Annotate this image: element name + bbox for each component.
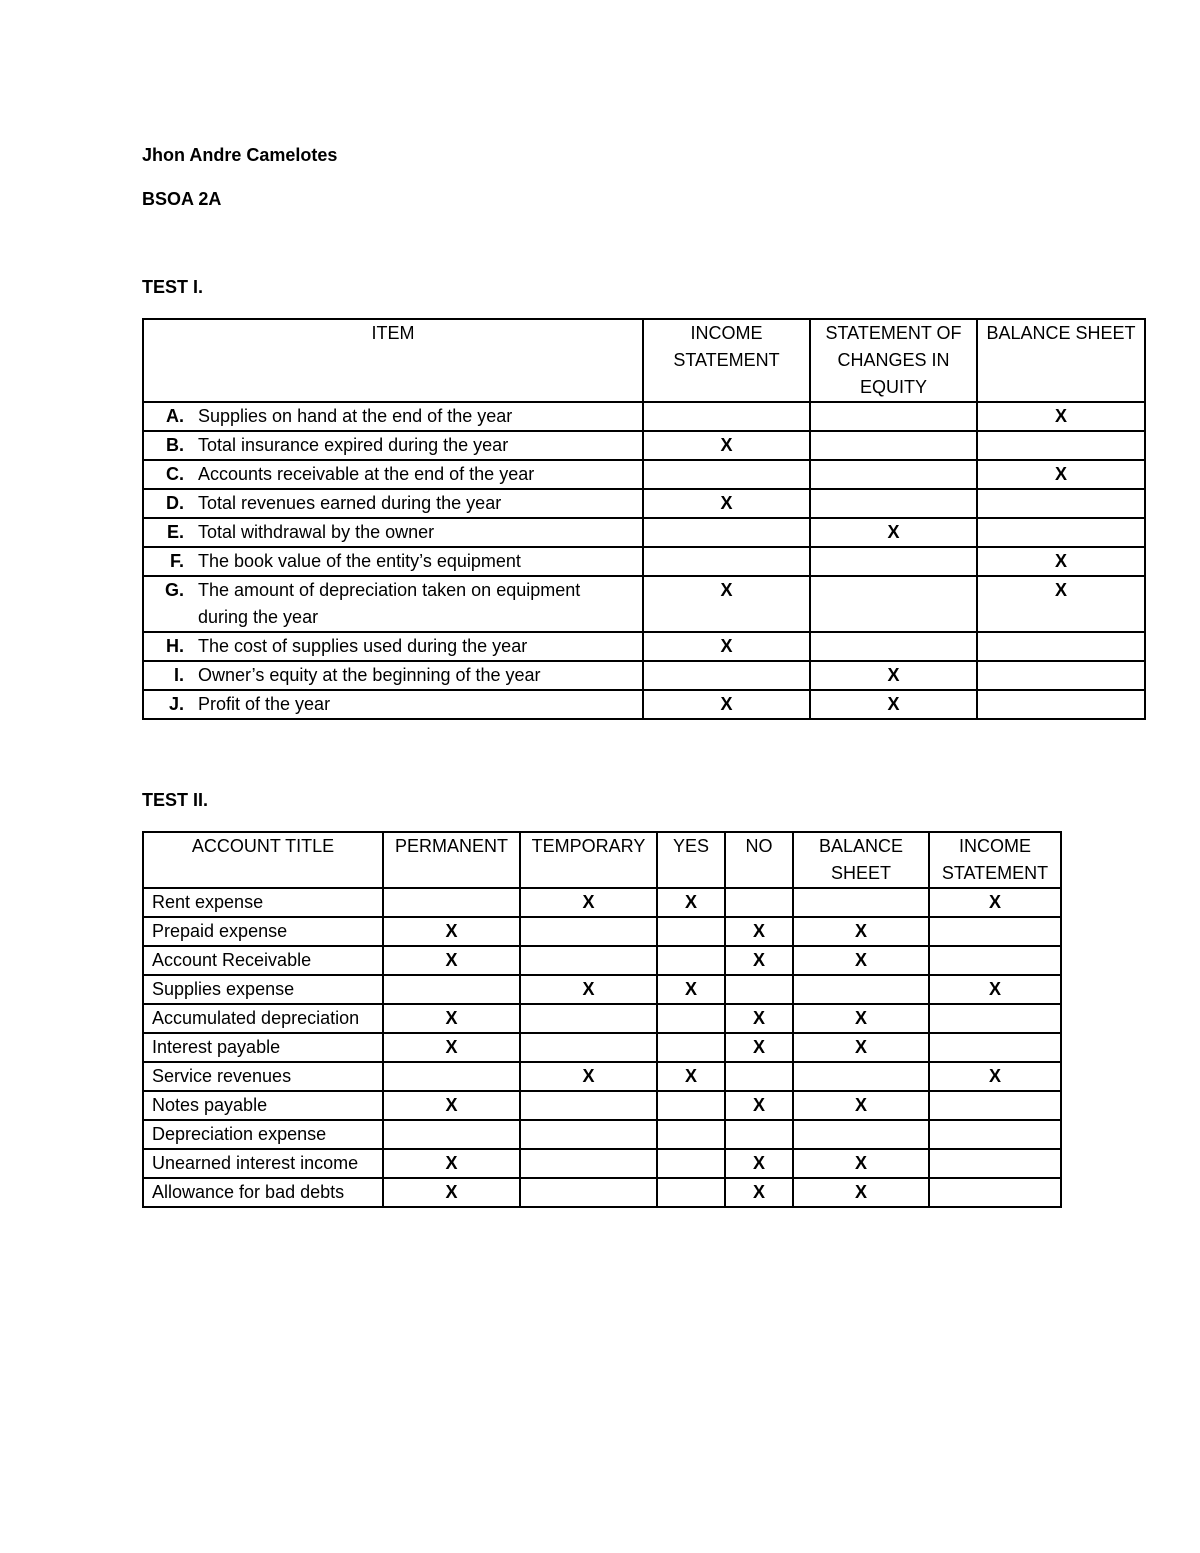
- student-section: BSOA 2A: [142, 189, 222, 209]
- test2-yes-mark: [657, 1178, 725, 1207]
- item-text: Profit of the year: [198, 694, 331, 714]
- test2-balance-mark: [793, 888, 929, 917]
- test2-yes-mark: [657, 1033, 725, 1062]
- item-letter: H.: [166, 636, 184, 656]
- account-title: Unearned interest income: [143, 1149, 383, 1178]
- test1-changes-in-equity-mark: [810, 547, 977, 576]
- test2-permanent-mark: [383, 888, 520, 917]
- test2-income-mark: X: [929, 1062, 1061, 1091]
- test1-balance-sheet-mark: [977, 632, 1145, 661]
- test2-row: [143, 917, 1061, 946]
- test2-row: [143, 975, 1061, 1004]
- test2-heading: TEST II.: [142, 790, 209, 810]
- account-title: Supplies expense: [143, 975, 383, 1004]
- test1-income-statement-mark: X: [643, 690, 810, 719]
- test1-col-changes-in-equity: STATEMENT OF CHANGES IN EQUITY: [810, 319, 977, 402]
- test1-row: [143, 661, 1145, 690]
- test2-permanent-mark: X: [383, 1033, 520, 1062]
- test2-col-yes: YES: [657, 832, 725, 888]
- test2-row: [143, 1120, 1061, 1149]
- test2-row: [143, 888, 1061, 917]
- test2-no-mark: [725, 975, 793, 1004]
- test2-col-permanent: PERMANENT: [383, 832, 520, 888]
- item-letter: A.: [166, 406, 184, 426]
- test1-changes-in-equity-mark: X: [810, 690, 977, 719]
- test1-item-cell: [143, 547, 643, 576]
- test2-income-mark: [929, 917, 1061, 946]
- test2-income-mark: [929, 1178, 1061, 1207]
- test2-permanent-mark: X: [383, 1091, 520, 1120]
- test2-yes-mark: [657, 1149, 725, 1178]
- test1-row: [143, 576, 1145, 632]
- test2-no-mark: [725, 888, 793, 917]
- test1-item-cell: [143, 632, 643, 661]
- test1-item-cell: [143, 402, 643, 431]
- test1-row: [143, 547, 1145, 576]
- item-letter: F.: [169, 551, 184, 571]
- test2-table: [142, 831, 1062, 1208]
- test1-income-statement-mark: X: [643, 632, 810, 661]
- test2-balance-mark: [793, 1062, 929, 1091]
- test1-income-statement-mark: [643, 460, 810, 489]
- test2-col-income-statement: INCOME STATEMENT: [929, 832, 1061, 888]
- test2-col-balance-sheet: BALANCE SHEET: [793, 832, 929, 888]
- test1-heading: TEST I.: [142, 277, 204, 297]
- test2-no-mark: [725, 1120, 793, 1149]
- test2-temporary-mark: [520, 1120, 657, 1149]
- item-letter: C.: [166, 464, 184, 484]
- test2-balance-mark: X: [793, 1149, 929, 1178]
- test1-balance-sheet-mark: [977, 518, 1145, 547]
- test2-no-mark: X: [725, 1149, 793, 1178]
- test2-no-mark: X: [725, 1091, 793, 1120]
- test2-no-mark: X: [725, 917, 793, 946]
- item-letter: I.: [173, 665, 184, 685]
- test1-item-cell: [143, 431, 643, 460]
- test2-balance-mark: X: [793, 1033, 929, 1062]
- item-text: Total insurance expired during the year: [198, 435, 509, 455]
- test2-temporary-mark: [520, 946, 657, 975]
- item-letter: D.: [166, 493, 184, 513]
- test2-balance-mark: X: [793, 917, 929, 946]
- test2-row: [143, 1062, 1061, 1091]
- test2-income-mark: X: [929, 975, 1061, 1004]
- account-title: Allowance for bad debts: [143, 1178, 383, 1207]
- test1-col-item: ITEM: [143, 319, 643, 402]
- item-text: The amount of depreciation taken on equipment during the year: [198, 580, 581, 627]
- account-title: Rent expense: [143, 888, 383, 917]
- test1-changes-in-equity-mark: [810, 402, 977, 431]
- test2-col-account-title: ACCOUNT TITLE: [143, 832, 383, 888]
- test1-row: [143, 460, 1145, 489]
- test1-item-cell: [143, 690, 643, 719]
- test2-no-mark: X: [725, 1178, 793, 1207]
- test1-row: [143, 690, 1145, 719]
- test2-income-mark: X: [929, 888, 1061, 917]
- test1-row: [143, 632, 1145, 661]
- test1-income-statement-mark: X: [643, 576, 810, 632]
- test2-temporary-mark: [520, 1033, 657, 1062]
- test2-yes-mark: X: [657, 1062, 725, 1091]
- test2-temporary-mark: X: [520, 1062, 657, 1091]
- test2-row: [143, 946, 1061, 975]
- student-name: Jhon Andre Camelotes: [142, 145, 338, 165]
- item-text: Owner’s equity at the beginning of the year: [198, 665, 541, 685]
- test2-header-row: [143, 832, 1061, 888]
- test1-balance-sheet-mark: [977, 690, 1145, 719]
- test2-body: [143, 888, 1061, 1207]
- test2-no-mark: X: [725, 946, 793, 975]
- test2-temporary-mark: [520, 1149, 657, 1178]
- test2-permanent-mark: [383, 975, 520, 1004]
- test1-col-balance-sheet: BALANCE SHEET: [977, 319, 1145, 402]
- test2-no-mark: [725, 1062, 793, 1091]
- item-text: The cost of supplies used during the year: [198, 636, 528, 656]
- test2-yes-mark: [657, 1120, 725, 1149]
- test1-income-statement-mark: X: [643, 431, 810, 460]
- test1-income-statement-mark: [643, 402, 810, 431]
- test2-row: [143, 1149, 1061, 1178]
- test2-income-mark: [929, 946, 1061, 975]
- account-title: Depreciation expense: [143, 1120, 383, 1149]
- test1-changes-in-equity-mark: [810, 576, 977, 632]
- test2-permanent-mark: X: [383, 917, 520, 946]
- test2-row: [143, 1178, 1061, 1207]
- test2-col-no: NO: [725, 832, 793, 888]
- test2-balance-mark: X: [793, 946, 929, 975]
- test2-temporary-mark: X: [520, 975, 657, 1004]
- test2-temporary-mark: [520, 917, 657, 946]
- item-text: The book value of the entity’s equipment: [198, 551, 521, 571]
- test2-yes-mark: [657, 1091, 725, 1120]
- test2-row: [143, 1004, 1061, 1033]
- test1-balance-sheet-mark: [977, 661, 1145, 690]
- account-title: Service revenues: [143, 1062, 383, 1091]
- test2-balance-mark: X: [793, 1004, 929, 1033]
- test1-item-cell: [143, 576, 643, 632]
- item-text: Total revenues earned during the year: [198, 493, 502, 513]
- test1-income-statement-mark: [643, 661, 810, 690]
- item-letter: J.: [168, 694, 184, 714]
- test2-temporary-mark: [520, 1091, 657, 1120]
- test2-permanent-mark: [383, 1062, 520, 1091]
- test1-item-cell: [143, 518, 643, 547]
- test1-table: [142, 318, 1146, 720]
- account-title: Accumulated depreciation: [143, 1004, 383, 1033]
- test1-body: [143, 402, 1145, 719]
- test1-income-statement-mark: [643, 518, 810, 547]
- test2-yes-mark: X: [657, 888, 725, 917]
- test1-row: [143, 518, 1145, 547]
- test1-row: [143, 431, 1145, 460]
- account-title: Interest payable: [143, 1033, 383, 1062]
- test1-col-income-statement: INCOME STATEMENT: [643, 319, 810, 402]
- test2-temporary-mark: [520, 1178, 657, 1207]
- account-title: Notes payable: [143, 1091, 383, 1120]
- test2-income-mark: [929, 1033, 1061, 1062]
- item-letter: E.: [166, 522, 184, 542]
- test1-balance-sheet-mark: [977, 431, 1145, 460]
- test2-income-mark: [929, 1149, 1061, 1178]
- test2-balance-mark: [793, 975, 929, 1004]
- test2-no-mark: X: [725, 1004, 793, 1033]
- test1-changes-in-equity-mark: [810, 632, 977, 661]
- item-text: Total withdrawal by the owner: [198, 522, 435, 542]
- test2-balance-mark: [793, 1120, 929, 1149]
- test2-income-mark: [929, 1004, 1061, 1033]
- test2-income-mark: [929, 1091, 1061, 1120]
- test2-temporary-mark: [520, 1004, 657, 1033]
- test2-yes-mark: [657, 946, 725, 975]
- test1-changes-in-equity-mark: [810, 489, 977, 518]
- test1-balance-sheet-mark: X: [977, 576, 1145, 632]
- test1-row: [143, 489, 1145, 518]
- test2-col-temporary: TEMPORARY: [520, 832, 657, 888]
- test2-income-mark: [929, 1120, 1061, 1149]
- test1-income-statement-mark: X: [643, 489, 810, 518]
- test1-changes-in-equity-mark: X: [810, 518, 977, 547]
- test1-balance-sheet-mark: X: [977, 547, 1145, 576]
- test2-yes-mark: [657, 1004, 725, 1033]
- test2-row: [143, 1033, 1061, 1062]
- test2-balance-mark: X: [793, 1091, 929, 1120]
- test2-balance-mark: X: [793, 1178, 929, 1207]
- test2-permanent-mark: X: [383, 1149, 520, 1178]
- test1-balance-sheet-mark: X: [977, 460, 1145, 489]
- test2-temporary-mark: X: [520, 888, 657, 917]
- test1-balance-sheet-mark: [977, 489, 1145, 518]
- test2-row: [143, 1091, 1061, 1120]
- test1-changes-in-equity-mark: [810, 460, 977, 489]
- test1-header-row: [143, 319, 1145, 402]
- test1-item-cell: [143, 460, 643, 489]
- test2-permanent-mark: X: [383, 1004, 520, 1033]
- test1-balance-sheet-mark: X: [977, 402, 1145, 431]
- item-letter: G.: [164, 580, 184, 600]
- item-text: Accounts receivable at the end of the year: [198, 464, 535, 484]
- test2-permanent-mark: X: [383, 946, 520, 975]
- test2-no-mark: X: [725, 1033, 793, 1062]
- test2-permanent-mark: [383, 1120, 520, 1149]
- test2-yes-mark: X: [657, 975, 725, 1004]
- test1-changes-in-equity-mark: [810, 431, 977, 460]
- item-letter: B.: [166, 435, 184, 455]
- account-title: Account Receivable: [143, 946, 383, 975]
- test2-yes-mark: [657, 917, 725, 946]
- test1-item-cell: [143, 489, 643, 518]
- item-text: Supplies on hand at the end of the year: [198, 406, 513, 426]
- account-title: Prepaid expense: [143, 917, 383, 946]
- test2-permanent-mark: X: [383, 1178, 520, 1207]
- test1-income-statement-mark: [643, 547, 810, 576]
- test1-item-cell: [143, 661, 643, 690]
- test1-changes-in-equity-mark: X: [810, 661, 977, 690]
- test1-row: [143, 402, 1145, 431]
